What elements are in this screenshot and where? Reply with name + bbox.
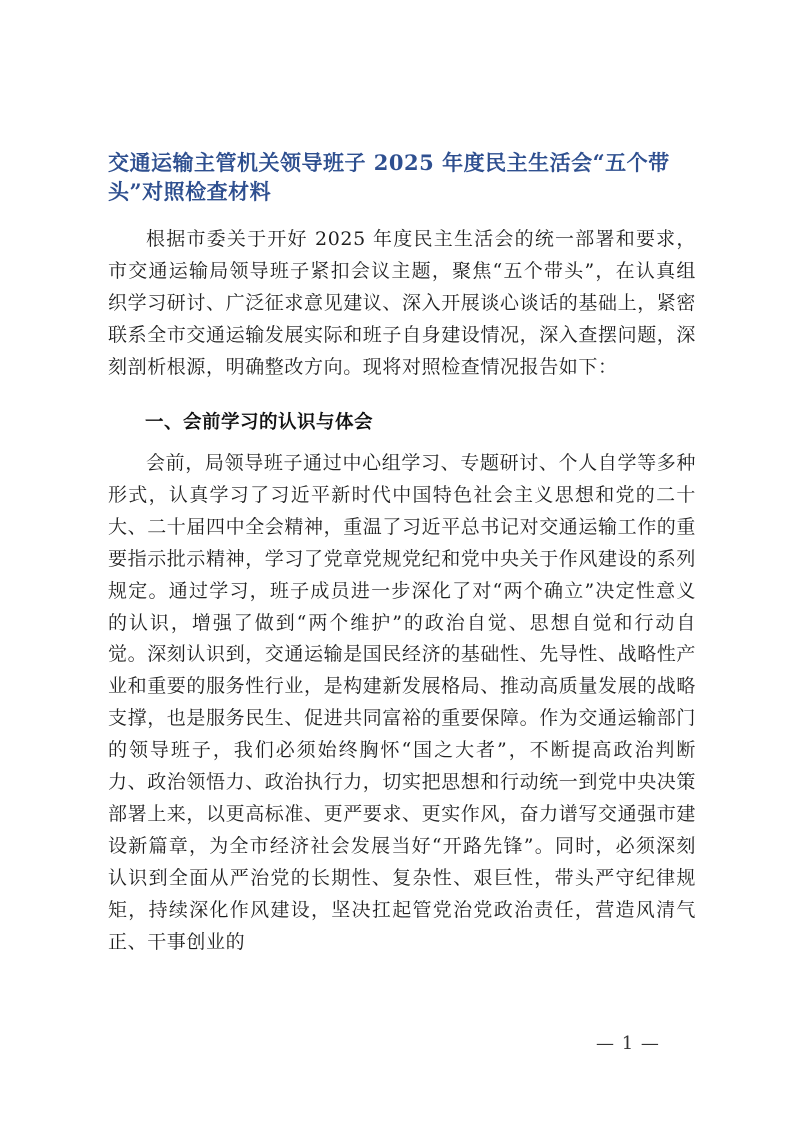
section-paragraph: 会前，局领导班子通过中心组学习、专题研讨、个人自学等多种形式，认真学习了习近平新时代中国特色社会主义思想和党的二十大、二十届四中全会精神，重温了习近平总书记对交通运输工作的重要指示批示精神，学习了党章党规党纪和党中央关于作风建设的系列规定。通过学习，班子成员进一步深化了对“两个确立”决定性意义的认识，增强了做到“两个维护”的政治自觉、思想自觉和行动自觉。深刻认识到，交通运输是国民经济的基础性、先导性、战略性产业和重要的服务性行业，是构建新发展格局、推动高质量发展的战略支撑，也是服务民生、促进共同富裕的重要保障。作为交通运输部门的领导班子，我们必须始终胸怀“国之大者”，不断提高政治判断力、政治领悟力、政治执行力，切实把思想和行动统一到党中央决策部署上来，以更高标准、更严要求、更实作风，奋力谱写交通强市建设新篇章，为全市经济社会发展当好“开路先锋”。同时，必须深刻认识到全面从严治党的长期性、复杂性、艰巨性，带头严守纪律规矩，持续深化作风建设，坚决扛起管党治党政治责任，营造风清气正、干事创业的 [108,452,697,953]
page-number: — 1 — [596,1033,660,1054]
intro-paragraph: 根据市委关于开好 2025 年度民主生活会的统一部署和要求，市交通运输局领导班子紧扣会议主题，聚焦“五个带头”，在认真组织学习研讨、广泛征求意见建议、深入开展谈心谈话的基础上，紧密联系全市交通运输发展实际和班子自身建设情况，深入查摆问题，深刻剖析根源，明确整改方向。现将对照检查情况报告如下： [108,228,697,378]
section-heading: 一、会前学习的认识与体会 [145,412,374,433]
document-title: 交通运输主管机关领导班子 2025 年度民主生活会“五个带头”对照检查材料 [108,150,670,204]
